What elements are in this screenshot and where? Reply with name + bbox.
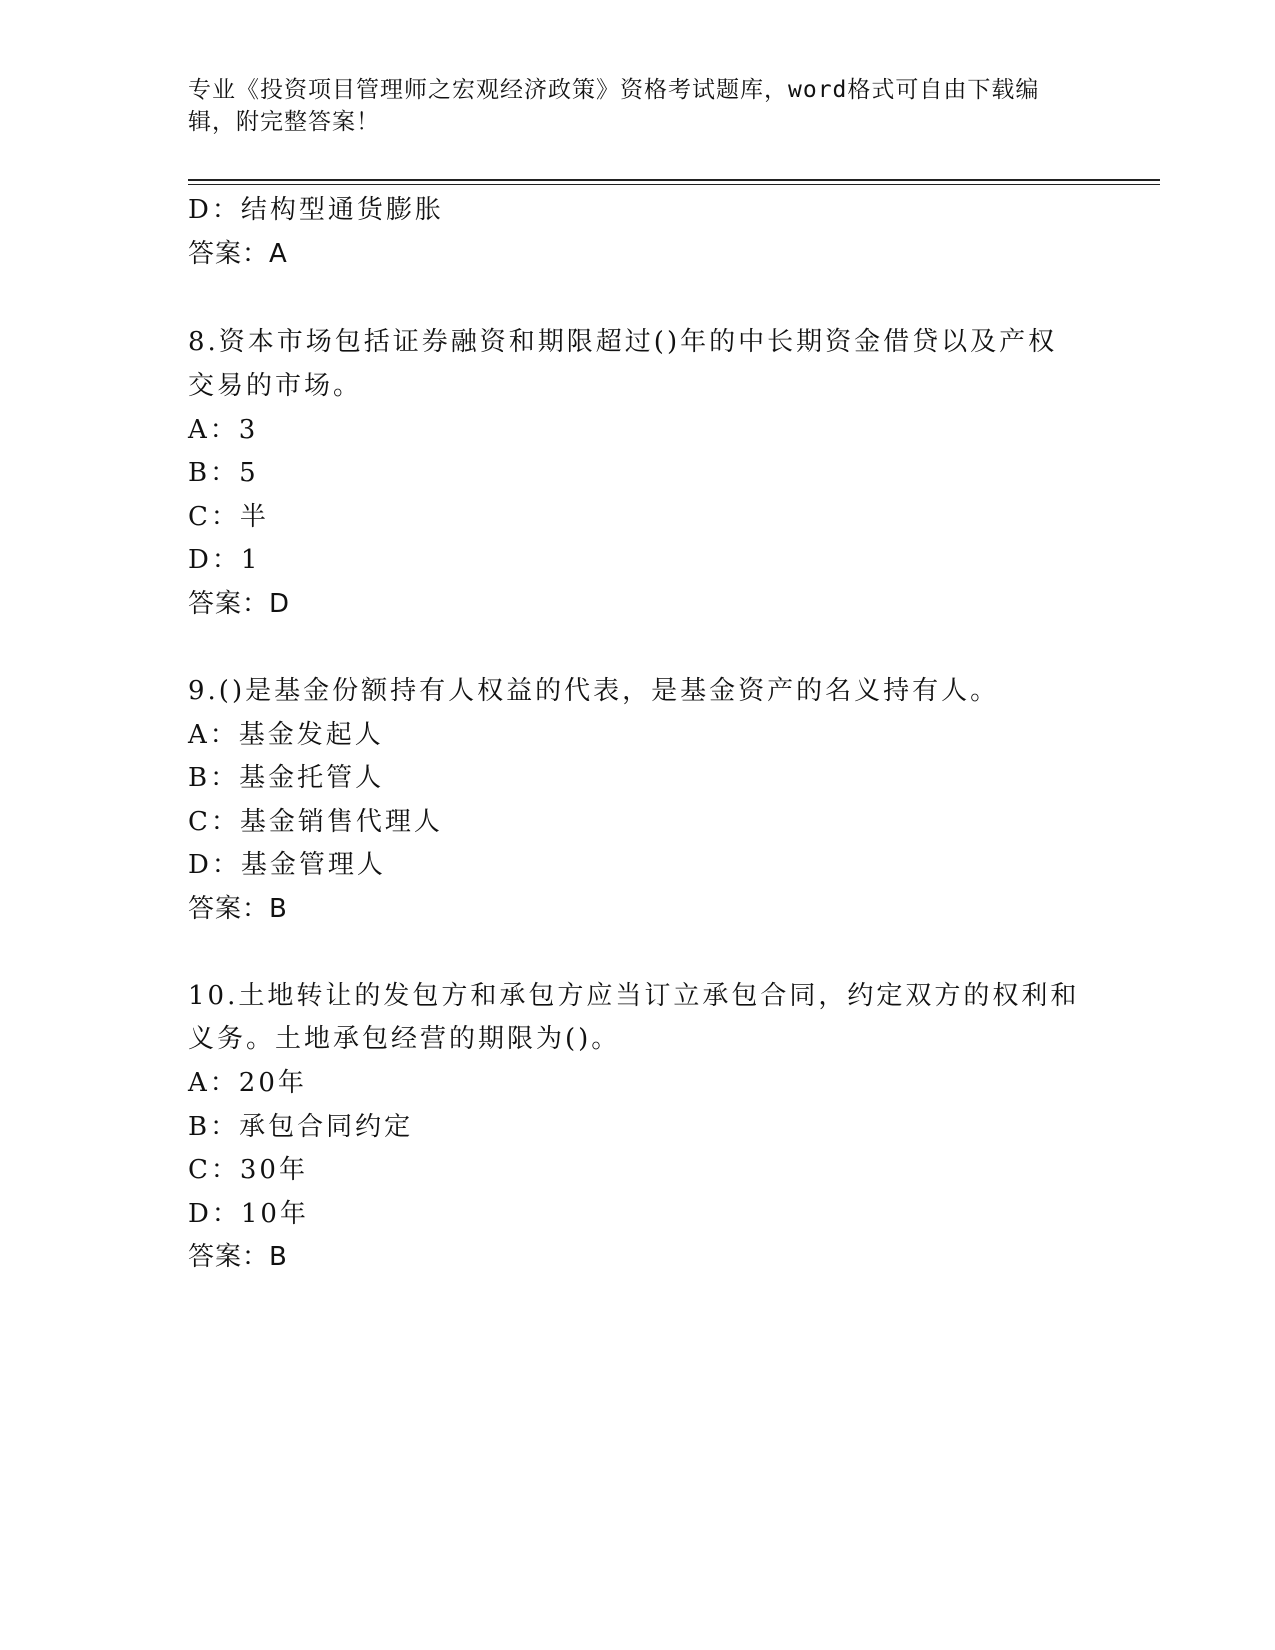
question-9-stem-line-1: 9.()是基金份额持有人权益的代表，是基金资产的名义持有人。 [188,676,1000,706]
question-8-option-d: D：1 [188,545,261,575]
question-10-option-b: B：承包合同约定 [188,1112,414,1142]
prev-question-answer: 答案：A [188,239,288,269]
question-10-option-a: A：20年 [188,1068,307,1098]
question-9-option-d: D：基金管理人 [188,850,386,880]
question-8-option-a: A：3 [188,415,259,445]
question-10-option-c: C：30年 [188,1155,308,1185]
document-header [188,74,1088,138]
header-divider-thin [188,184,1160,185]
question-9-option-c: C：基金销售代理人 [188,807,443,837]
question-9-option-a: A：基金发起人 [188,720,384,750]
question-8-stem-line-2: 交易的市场。 [188,371,363,401]
question-8-option-b: B：5 [188,458,259,488]
question-10-option-d: D：10年 [188,1199,309,1229]
header-line-2: 辑，附完整答案！ [188,109,380,135]
prev-question-option-d: D：结构型通货膨胀 [188,195,444,225]
question-8-stem-line-1: 8.资本市场包括证券融资和期限超过()年的中长期资金借贷以及产权 [188,327,1058,357]
question-9-option-b: B：基金托管人 [188,763,385,793]
header-divider-thick [188,179,1160,181]
question-8-answer: 答案：D [188,589,291,619]
question-10-answer: 答案：B [188,1242,288,1272]
question-8-option-c: C：半 [188,502,269,532]
header-line-1: 专业《投资项目管理师之宏观经济政策》资格考试题库，word格式可自由下载编 [188,77,1040,103]
question-10-stem-line-1: 10.土地转让的发包方和承包方应当订立承包合同，约定双方的权利和 [188,981,1080,1011]
question-10-stem-line-2: 义务。土地承包经营的期限为()。 [188,1024,621,1054]
question-9-answer: 答案：B [188,894,288,924]
